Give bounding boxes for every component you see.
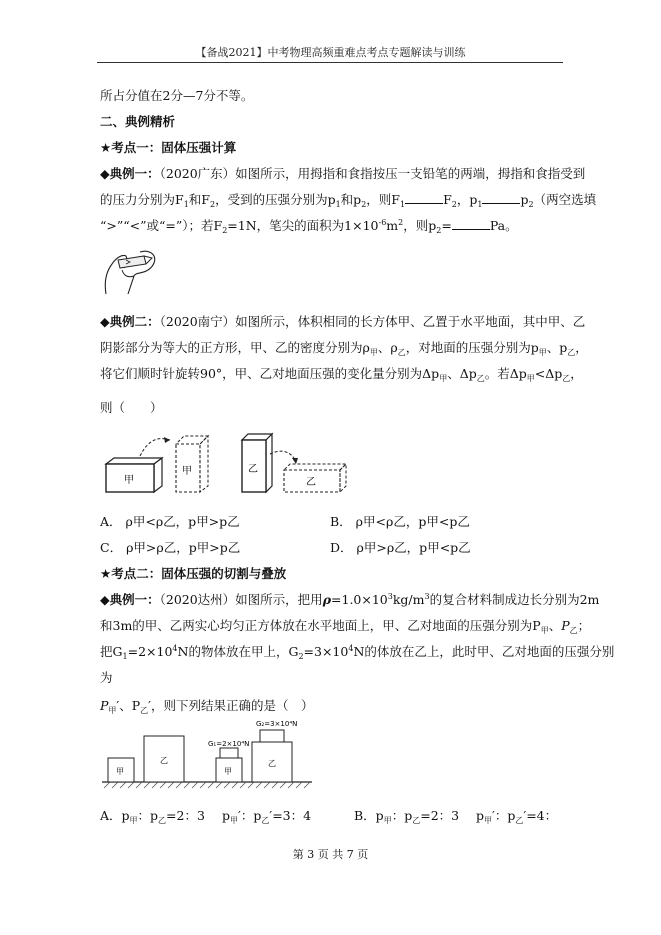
subscript: 甲 (538, 348, 547, 357)
text: B．p (354, 808, 384, 823)
option-text: ρ甲<ρ乙，p甲<p乙 (355, 514, 470, 529)
block-jia-standing (176, 436, 208, 492)
text: ，p (456, 192, 478, 207)
text: （2020南宁）如图所示，体积相同的长方体甲、乙置于水平地面，其中甲、乙 (159, 314, 586, 329)
text: ，则p (403, 218, 437, 233)
kp2-ex1-line4: 为 (100, 670, 113, 685)
kp2-ex1-line5 (100, 696, 314, 714)
superscript: 4 (172, 644, 178, 653)
cube-jia-2-label: 甲 (224, 767, 232, 776)
kp1-ex2-line2 (100, 338, 588, 356)
cube-yi-label: 乙 (160, 756, 168, 765)
subscript: 甲 (439, 374, 448, 383)
subscript: 甲 (540, 626, 549, 635)
text: ，则F (366, 192, 400, 207)
subscript: 1 (335, 200, 341, 209)
text: 、 (546, 340, 560, 355)
subscript: 乙 (158, 816, 167, 825)
label-yi-2: 乙 (306, 477, 316, 488)
superscript: 3 (424, 592, 430, 601)
text: 、 (447, 366, 460, 381)
subscript: 甲 (526, 374, 535, 383)
text: ， (570, 366, 583, 381)
hand-pencil-figure (100, 242, 164, 298)
kp1-title: ★考点一：固体压强计算 (100, 140, 237, 155)
g2-label: G₂=3×10⁴N (256, 720, 298, 728)
text: =2：3 (420, 808, 460, 823)
subscript: 乙 (567, 348, 576, 357)
text: A．p (100, 808, 130, 823)
arrow-head-2 (292, 458, 298, 464)
text: ：p (137, 808, 159, 823)
text: 和F (188, 192, 210, 207)
subscript: 甲 (230, 816, 239, 825)
text: ′，则下列结果正确的是（ ） (148, 698, 314, 713)
weight-g1 (220, 748, 238, 758)
option-text: ρ甲<ρ乙，p甲>p乙 (125, 514, 240, 529)
kp2-title: ★考点二：固体压强的切割与叠放 (100, 566, 287, 581)
subscript: 2 (451, 200, 457, 209)
kp1-ex2-line4: 则（ ） (100, 400, 163, 415)
subscript: 1 (399, 200, 406, 209)
text: Δp (459, 366, 477, 381)
kp2-option-a[interactable] (100, 806, 205, 824)
text: Pa。 (489, 218, 518, 233)
text: 的复合材料制成边长分别为2m (429, 592, 600, 607)
subscript: 乙 (562, 374, 571, 383)
text: m (386, 218, 399, 233)
text: p (222, 808, 231, 823)
kp2-option-b[interactable] (354, 806, 459, 824)
text: F (443, 192, 452, 207)
option-letter: D． (330, 540, 353, 555)
kp1-ex1-line2 (100, 190, 596, 208)
weight-g2 (260, 730, 284, 742)
text: 将它们顺时针旋转90°，甲、乙对地面压强的变化量分别为Δp (100, 366, 440, 381)
page-header: 【备战2021】中考物理高频重难点考点专题解读与训练 (195, 46, 466, 59)
option-text: ρ甲>ρ乙，p甲<p乙 (356, 540, 471, 555)
text: ，对地面的压强分别为p (405, 340, 539, 355)
subscript: 2 (298, 652, 304, 661)
kp2-option-a-second[interactable] (222, 806, 311, 824)
subscript: 乙 (476, 374, 485, 383)
text: p (559, 340, 568, 355)
text: 和p (340, 192, 362, 207)
superscript: -6 (378, 218, 387, 227)
kp1-ex1-text1: （2020广东）如图所示，用拇指和食指按压一支铅笔的两端，拇指和食指受到 (159, 166, 586, 181)
kp1-ex2-line1 (100, 312, 585, 330)
text: ； (577, 618, 591, 633)
answer-blank[interactable] (482, 193, 520, 204)
text: =3×10 (303, 644, 349, 659)
text: ′=4： (523, 808, 558, 823)
block-jia-lying (106, 458, 162, 492)
text: 、 (548, 618, 562, 633)
option-letter: A． (100, 514, 122, 529)
text: ， (575, 340, 588, 355)
kp1-ex1-line1 (100, 164, 585, 182)
text: ′=3：4 (269, 808, 312, 823)
option-letter: B． (330, 514, 352, 529)
subscript: 甲 (108, 706, 117, 715)
subscript: 乙 (140, 706, 149, 715)
text: ′：p (492, 808, 516, 823)
subscript: 1 (477, 200, 483, 209)
text: 把G (100, 644, 123, 659)
subscript: 1 (122, 652, 128, 661)
label-yi: 乙 (248, 464, 258, 475)
label-jia-2: 甲 (182, 466, 192, 477)
superscript: 3 (387, 592, 393, 601)
text: 的压力分别为F (100, 192, 184, 207)
kp2-ex1-line1 (100, 590, 599, 608)
text: =2×10 (127, 644, 173, 659)
option-d[interactable] (330, 538, 471, 556)
text: kg/m (392, 592, 425, 607)
text: < (534, 366, 546, 381)
text: ：p (391, 808, 413, 823)
kp1-ex1-line3 (100, 216, 518, 234)
text: ′、P (116, 698, 141, 713)
text: 。若Δp (484, 366, 527, 381)
text: （两空选填 (533, 192, 597, 207)
text: 和3m的甲、乙两实心均匀正方体放在水平地面上，甲、乙对地面的压强分别为P (100, 618, 541, 633)
kp1-ex1-label: ◆典例一： (100, 166, 160, 181)
text: =1.0×10 (331, 592, 388, 607)
text: （2020达州）如图所示，把用 (159, 592, 323, 607)
text: P (100, 698, 109, 713)
subscript: 乙 (515, 816, 524, 825)
subscript: 乙 (261, 816, 270, 825)
rho-symbol: ρ (322, 592, 332, 607)
subscript: 2 (209, 200, 216, 209)
rotate-arrow-2 (270, 451, 296, 462)
option-text: ρ甲>ρ乙，p甲>p乙 (126, 540, 241, 555)
kp1-ex2-line3 (100, 364, 583, 382)
kp2-ex1-line2 (100, 616, 590, 634)
g1-label: G₁=2×10⁴N (208, 740, 250, 748)
cube-jia-label: 甲 (116, 767, 124, 776)
superscript: 4 (348, 644, 354, 653)
block-yi-standing (242, 434, 272, 492)
subscript: 1 (183, 200, 189, 209)
text: P (561, 618, 570, 633)
subscript: 2 (361, 200, 367, 209)
text: =1N，笔尖的面积为1×10 (227, 218, 379, 233)
cube-yi-2-label: 乙 (268, 759, 276, 768)
block-yi-lying (284, 464, 346, 492)
kp2-ex1-line3 (100, 642, 614, 660)
text: ，受到的压强分别为p (215, 192, 336, 207)
option-letter: C． (100, 540, 123, 555)
text: = (441, 218, 452, 233)
section-title: 二、典例精析 (100, 114, 176, 129)
text: ′：p (238, 808, 262, 823)
text: 阴影部分为等大的正方形，甲、乙的密度分别为ρ (100, 340, 370, 355)
option-c[interactable] (100, 538, 240, 556)
kp2-ex1-label: ◆典例一： (100, 592, 160, 607)
text: Δp (545, 366, 563, 381)
arrow-head-1 (164, 437, 170, 443)
text: N的体放在乙上，此时甲、乙对地面的压强分别 (353, 644, 615, 659)
subscript: 甲 (369, 348, 378, 357)
text: ρ (390, 340, 398, 355)
cube-stack-figure (100, 718, 320, 790)
superscript: 2 (398, 218, 404, 227)
text: p (476, 808, 485, 823)
answer-blank[interactable] (452, 219, 490, 230)
subscript: 2 (528, 200, 534, 209)
kp1-ex2-label: ◆典例二： (100, 314, 160, 329)
subscript: 甲 (484, 816, 493, 825)
text: 、 (377, 340, 391, 355)
option-b[interactable] (330, 512, 470, 530)
ground-hatching (104, 782, 310, 788)
option-a[interactable] (100, 512, 240, 530)
text: =2：3 (166, 808, 205, 823)
subscript: 2 (436, 226, 442, 235)
rotation-figure (100, 430, 360, 496)
page-footer: 第 3 页 共 7 页 (292, 848, 369, 861)
subscript: 甲 (383, 816, 392, 825)
subscript: 乙 (412, 816, 421, 825)
subscript: 乙 (569, 626, 578, 635)
label-jia: 甲 (124, 475, 134, 486)
subscript: 甲 (129, 816, 138, 825)
header-divider (97, 62, 563, 63)
kp2-option-b-second[interactable] (476, 806, 557, 824)
text: p (520, 192, 529, 207)
text: “>”“<”或“=”）；若F (100, 218, 223, 233)
subscript: 乙 (397, 348, 406, 357)
answer-blank[interactable] (405, 193, 443, 204)
subscript: 2 (222, 226, 228, 235)
text: N的物体放在甲上，G (177, 644, 299, 659)
intro-line: 所占分值在2分—7分不等。 (100, 88, 254, 103)
